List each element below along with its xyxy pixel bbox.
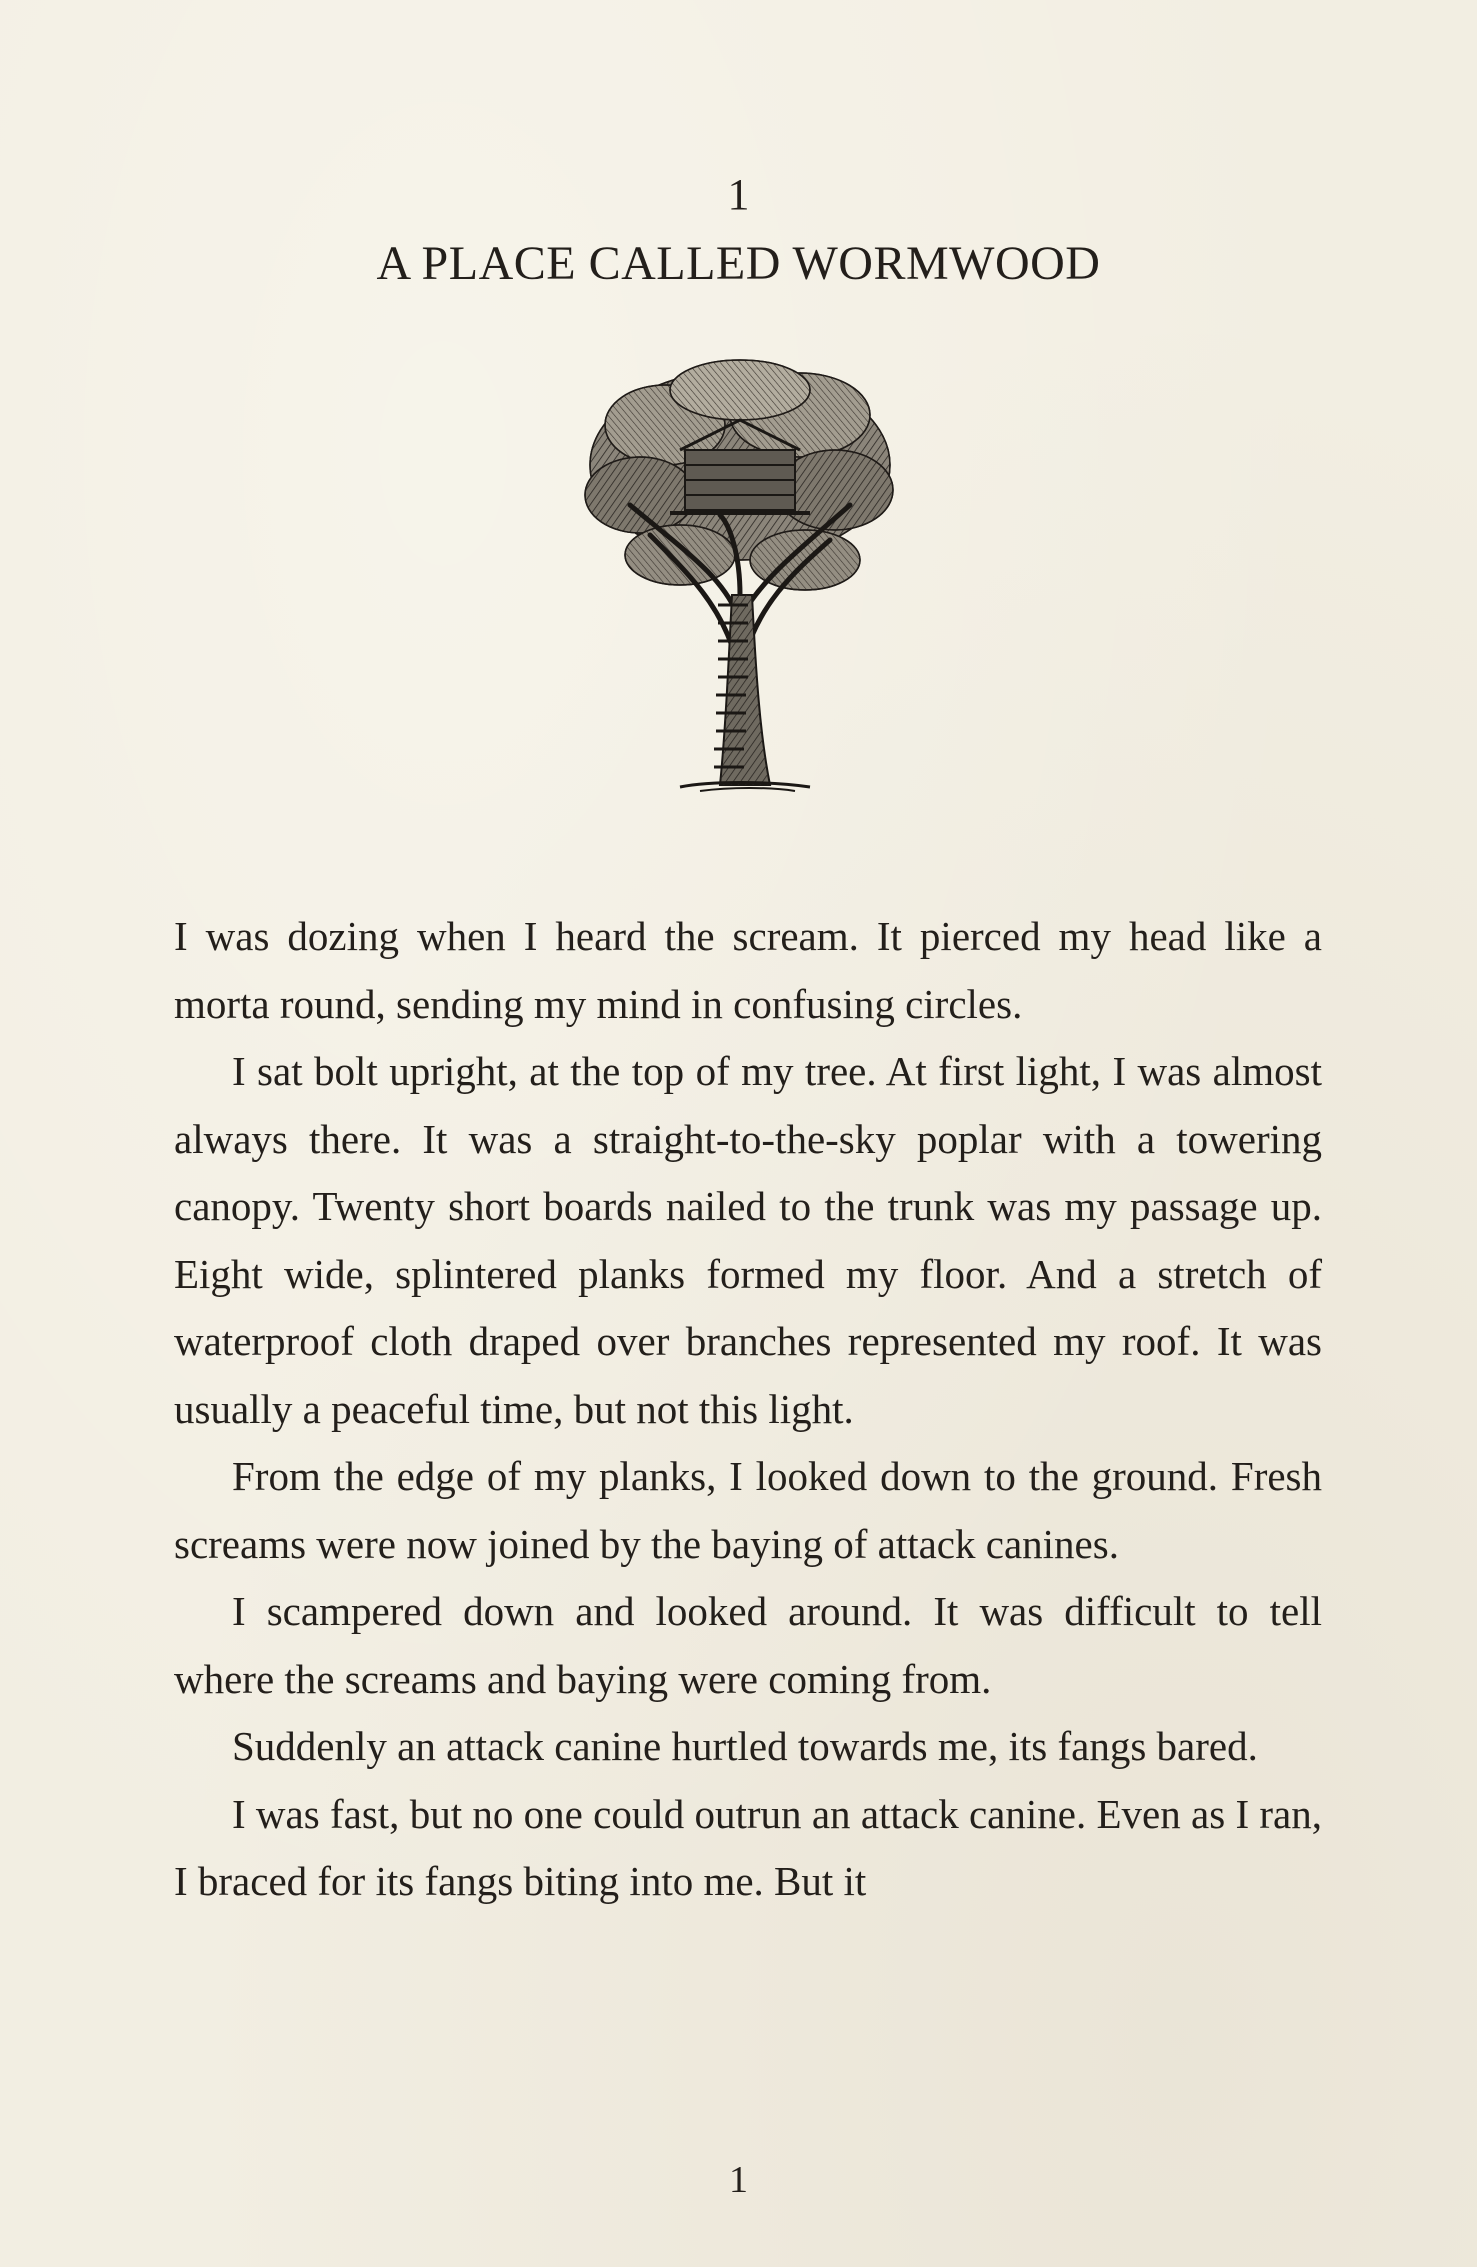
paragraph: I sat bolt upright, at the top of my tree. At first light, I was almost always there. It was a straight-to-the-sky poplar with a towering canopy. Twenty short boards nailed to the trunk was my passage up. Eight wide, splintered planks formed my floor. And a stretch of waterproof cloth draped over branches represented my roof. It was usually a peaceful time, but not this light. xyxy=(174,1048,1322,1432)
chapter-body xyxy=(174,903,1322,1916)
treehouse-tree-icon xyxy=(570,355,910,805)
paragraph: I was dozing when I heard the scream. It pierced my head like a morta round, sending my mind in confusing circles. xyxy=(174,913,1322,1027)
chapter-title: A PLACE CALLED WORMWOOD xyxy=(376,237,1101,290)
paragraph: From the edge of my planks, I looked down to the ground. Fresh screams were now joined by the baying of attack canines. xyxy=(174,1453,1322,1567)
paragraph: I was fast, but no one could outrun an attack canine. Even as I ran, I braced for its fangs biting into me. But it xyxy=(174,1790,1322,1904)
chapter-number: 1 xyxy=(727,170,750,219)
page-number: 1 xyxy=(729,2159,748,2201)
paragraph: Suddenly an attack canine hurtled towards me, its fangs bared. xyxy=(232,1723,1258,1769)
paragraph: I scampered down and looked around. It was difficult to tell where the screams and baying were coming from. xyxy=(174,1588,1322,1702)
